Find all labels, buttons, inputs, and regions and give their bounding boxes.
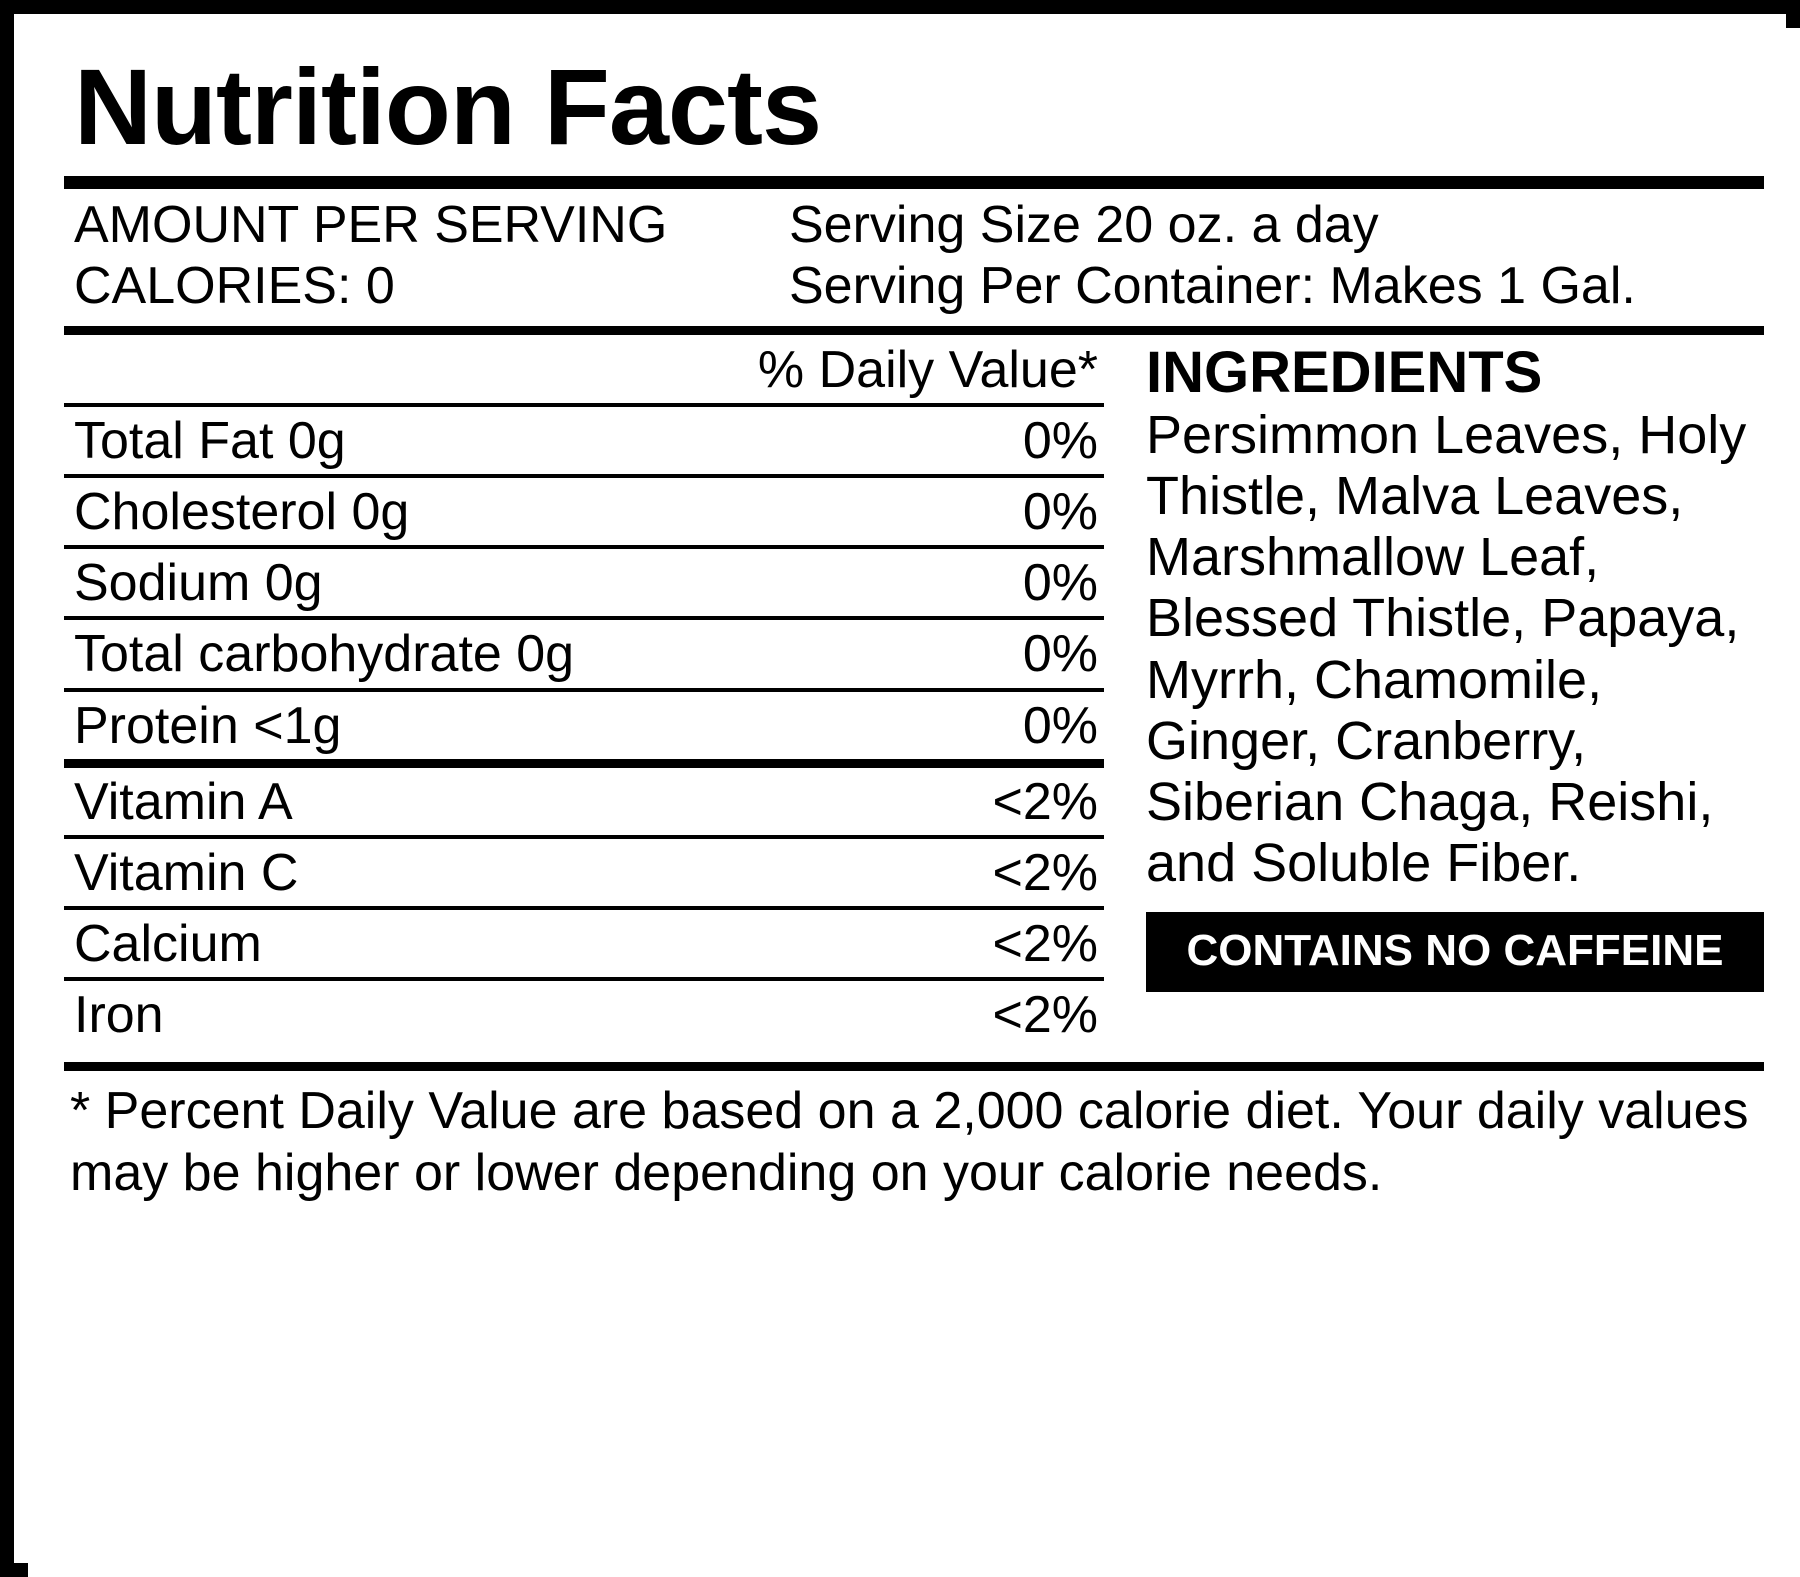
ingredients-section [1126,335,1764,992]
serving-block [64,195,1764,318]
calories-label: CALORIES: 0 [74,257,395,316]
nutrient-name: Vitamin A [74,772,293,831]
nutrient-name: Cholesterol 0g [74,482,410,541]
nutrient-table [64,335,1126,1049]
table-row [64,768,1104,835]
nutrient-value: 0% [1022,411,1098,470]
serving-size-text: Serving Size 20 oz. a day [789,195,1379,254]
divider-title [64,176,1764,189]
table-row [64,549,1104,616]
main-content [64,335,1764,1049]
daily-value-header: % Daily Value* [757,340,1098,399]
table-row [64,620,1104,687]
amount-per-serving-label: AMOUNT PER SERVING [74,195,668,254]
nutrient-name: Vitamin C [74,843,299,902]
nutrient-value: <2% [992,843,1098,902]
nutrient-value: <2% [992,986,1098,1045]
nutrient-value: <2% [992,772,1098,831]
table-row [64,981,1104,1048]
page-title: Nutrition Facts [74,46,822,167]
divider-serving [64,326,1764,335]
ingredients-heading: INGREDIENTS [1146,339,1543,405]
nutrient-name: Total Fat 0g [74,411,346,470]
table-row [64,839,1104,906]
nutrient-name: Protein <1g [74,696,342,755]
serving-row-calories [64,256,1764,317]
nutrient-value: 0% [1022,482,1098,541]
table-row [64,478,1104,545]
servings-per-container-text: Serving Per Container: Makes 1 Gal. [789,257,1636,316]
nutrient-name: Iron [74,986,164,1045]
footnote-text: * Percent Daily Value are based on a 2,000 calorie diet. Your daily values may be higher or lower depending on your calorie needs. [70,1082,1749,1202]
serving-row-amount [64,195,1764,256]
nutrient-name: Sodium 0g [74,554,323,613]
ingredients-text: Persimmon Leaves, Holy Thistle, Malva Leaves, Marshmallow Leaf, Blessed Thistle, Papaya, Myrrh, Chamomile, Ginger, Cranberry, Siberian Chaga, Reishi, and Soluble Fiber. [1146,405,1747,893]
divider-vitamins [64,759,1104,768]
table-row [64,407,1104,474]
status-badge: CONTAINS NO CAFFEINE [1146,912,1764,992]
nutrient-value: <2% [992,915,1098,974]
nutrient-name: Calcium [74,915,262,974]
divider-footnote [64,1062,1764,1071]
table-row [64,910,1104,977]
nutrient-name: Total carbohydrate 0g [74,625,575,684]
table-row [64,692,1104,759]
nutrient-value: 0% [1022,696,1098,755]
label-inner [28,28,1800,1577]
nutrient-value: 0% [1022,554,1098,613]
nutrient-value: 0% [1022,625,1098,684]
